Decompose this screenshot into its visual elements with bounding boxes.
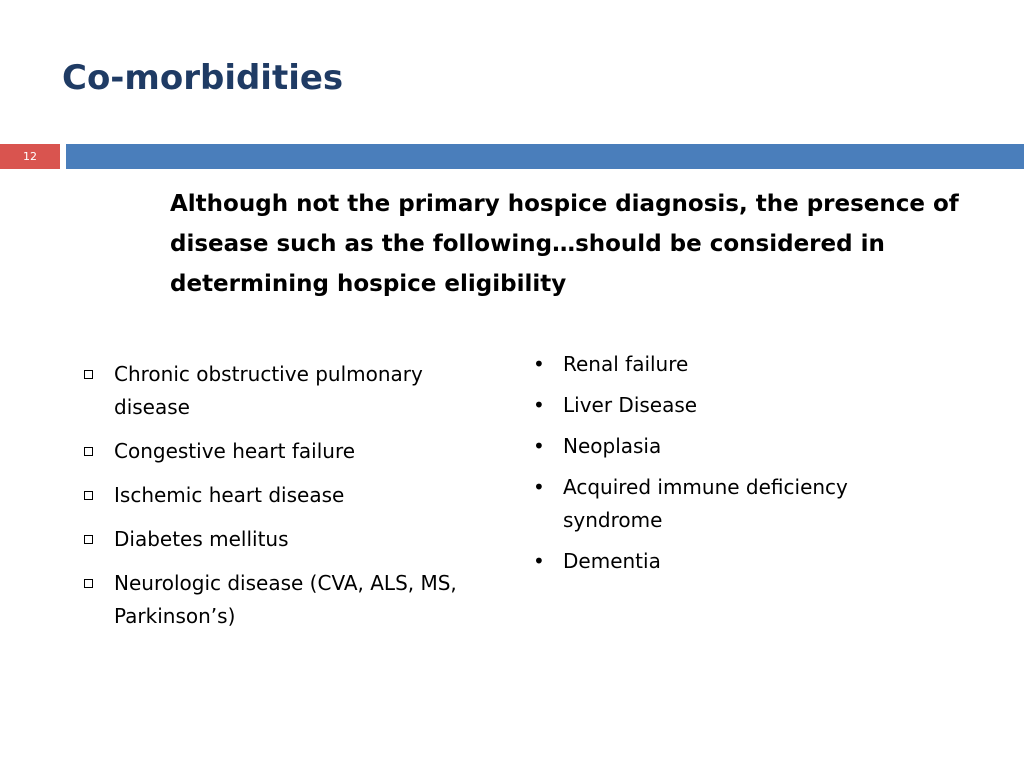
list-item <box>82 567 462 633</box>
right-bullet-list <box>533 348 943 586</box>
list-item <box>533 389 943 422</box>
list-item <box>82 523 462 556</box>
list-item-text: Neurologic disease (CVA, ALS, MS, Parkinson’s) <box>114 571 457 628</box>
header-accent-bar <box>66 144 1024 169</box>
list-item-text: Dementia <box>563 549 661 573</box>
bullet-dot-icon: • <box>533 549 545 573</box>
list-item <box>82 358 462 424</box>
list-item-text: Liver Disease <box>563 393 698 417</box>
list-item <box>533 545 943 578</box>
list-item <box>82 479 462 512</box>
hollow-square-icon <box>84 370 93 379</box>
bullet-dot-icon: • <box>533 393 545 417</box>
list-item <box>82 435 462 468</box>
hollow-square-icon <box>84 535 93 544</box>
hollow-square-icon <box>84 579 93 588</box>
hollow-square-icon <box>84 447 93 456</box>
list-item <box>533 430 943 463</box>
intro-text: Although not the primary hospice diagnosis, the presence of disease such as the following…should be considered in determining hospice eligibility <box>170 191 959 297</box>
bullet-dot-icon: • <box>533 475 545 499</box>
list-item-text: Chronic obstructive pulmonary disease <box>114 362 423 419</box>
bullet-dot-icon: • <box>533 352 545 376</box>
slide-title: Co-morbidities <box>62 58 344 98</box>
list-item-text: Acquired immune deficiency syndrome <box>563 475 848 532</box>
slide-number-badge: 12 <box>0 144 60 169</box>
list-item <box>533 348 943 381</box>
list-item <box>533 471 943 537</box>
list-item-text: Neoplasia <box>563 434 662 458</box>
list-item-text: Diabetes mellitus <box>114 527 289 551</box>
list-item-text: Congestive heart failure <box>114 439 356 463</box>
list-item-text: Renal failure <box>563 352 689 376</box>
left-bullet-list <box>82 358 462 644</box>
hollow-square-icon <box>84 491 93 500</box>
bullet-dot-icon: • <box>533 434 545 458</box>
list-item-text: Ischemic heart disease <box>114 483 345 507</box>
